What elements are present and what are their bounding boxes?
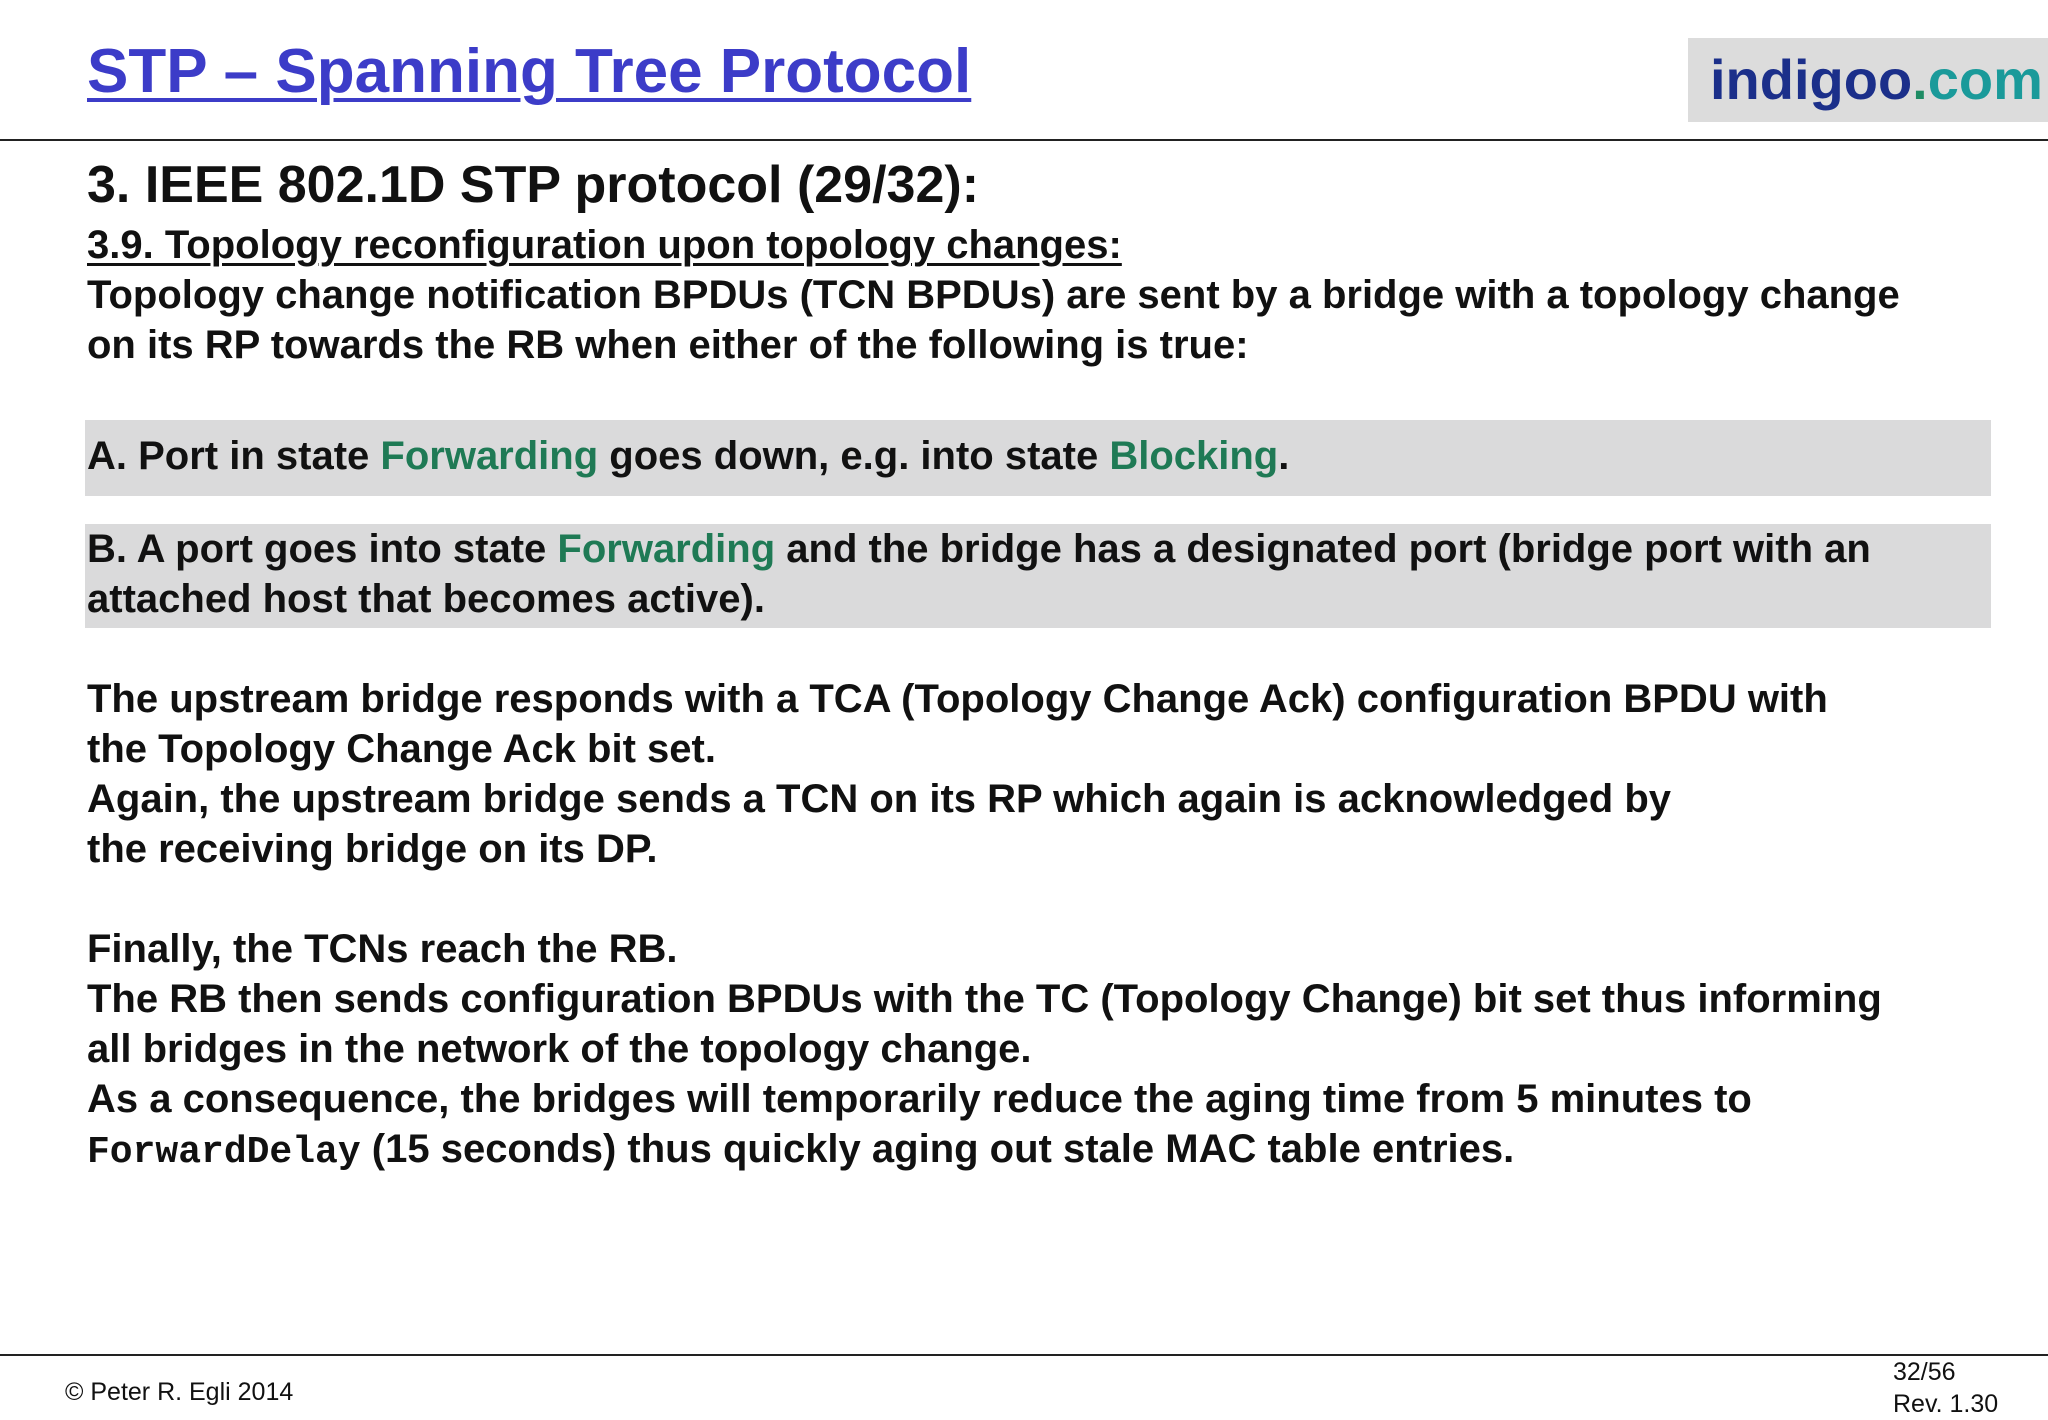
state-forwarding-b: Forwarding xyxy=(557,527,776,571)
logo-part1: indigoo xyxy=(1710,48,1913,111)
forward-delay-code: ForwardDelay xyxy=(87,1131,361,1174)
footer-divider xyxy=(0,1354,2048,1356)
condition-a-suffix: . xyxy=(1278,434,1290,478)
revision: Rev. 1.30 xyxy=(1893,1390,1999,1418)
condition-b-box xyxy=(85,524,1991,628)
header-divider xyxy=(0,139,2048,141)
para2-line-4: the receiving bridge on its DP. xyxy=(87,827,658,871)
condition-b-prefix: B. A port goes into state xyxy=(87,527,558,571)
section-heading: 3. IEEE 802.1D STP protocol (29/32): xyxy=(87,156,980,214)
condition-a-prefix: A. Port in state xyxy=(87,434,381,478)
subheading-text: 3.9. Topology reconfiguration upon topology changes: xyxy=(87,223,1122,267)
state-blocking: Blocking xyxy=(1109,434,1279,478)
page-number: 32/56 xyxy=(1893,1358,1956,1386)
intro-line-2: on its RP towards the RB when either of the following is true: xyxy=(87,323,1249,367)
para3-line-2: The RB then sends configuration BPDUs with the TC (Topology Change) bit set thus informing xyxy=(87,977,1882,1021)
condition-a-middle: goes down, e.g. into state xyxy=(598,434,1110,478)
logo-part2: com xyxy=(1927,48,2043,111)
subsection-heading xyxy=(87,220,2007,270)
slide-content xyxy=(87,150,2007,1178)
logo xyxy=(1688,38,2048,122)
para2-line-1: The upstream bridge responds with a TCA (Topology Change Ack) configuration BPDU with xyxy=(87,677,1828,721)
para3-line-4: As a consequence, the bridges will temporarily reduce the aging time from 5 minutes to xyxy=(87,1077,1752,1121)
para3-line-3: all bridges in the network of the topology change. xyxy=(87,1027,1032,1071)
condition-b-line-1 xyxy=(87,524,1991,574)
condition-a-box xyxy=(85,420,1991,496)
para3-line-5-rest: (15 seconds) thus quickly aging out stale MAC table entries. xyxy=(360,1127,1515,1171)
condition-b-line-2: attached host that becomes active). xyxy=(87,577,765,621)
para2-line-2: the Topology Change Ack bit set. xyxy=(87,727,716,771)
condition-b-rest: and the bridge has a designated port (bridge port with an xyxy=(775,527,1871,571)
intro-line-1: Topology change notification BPDUs (TCN BPDUs) are sent by a bridge with a topology change xyxy=(87,273,1900,317)
state-forwarding: Forwarding xyxy=(380,434,599,478)
slide-title: STP – Spanning Tree Protocol xyxy=(87,37,972,106)
para3-line-5 xyxy=(87,1124,2007,1178)
logo-dot: . xyxy=(1912,48,1928,111)
page-info xyxy=(1893,1356,1998,1420)
copyright: © Peter R. Egli 2014 xyxy=(65,1378,294,1406)
para3-line-1: Finally, the TCNs reach the RB. xyxy=(87,927,678,971)
para2-line-3: Again, the upstream bridge sends a TCN on its RP which again is acknowledged by xyxy=(87,777,1672,821)
